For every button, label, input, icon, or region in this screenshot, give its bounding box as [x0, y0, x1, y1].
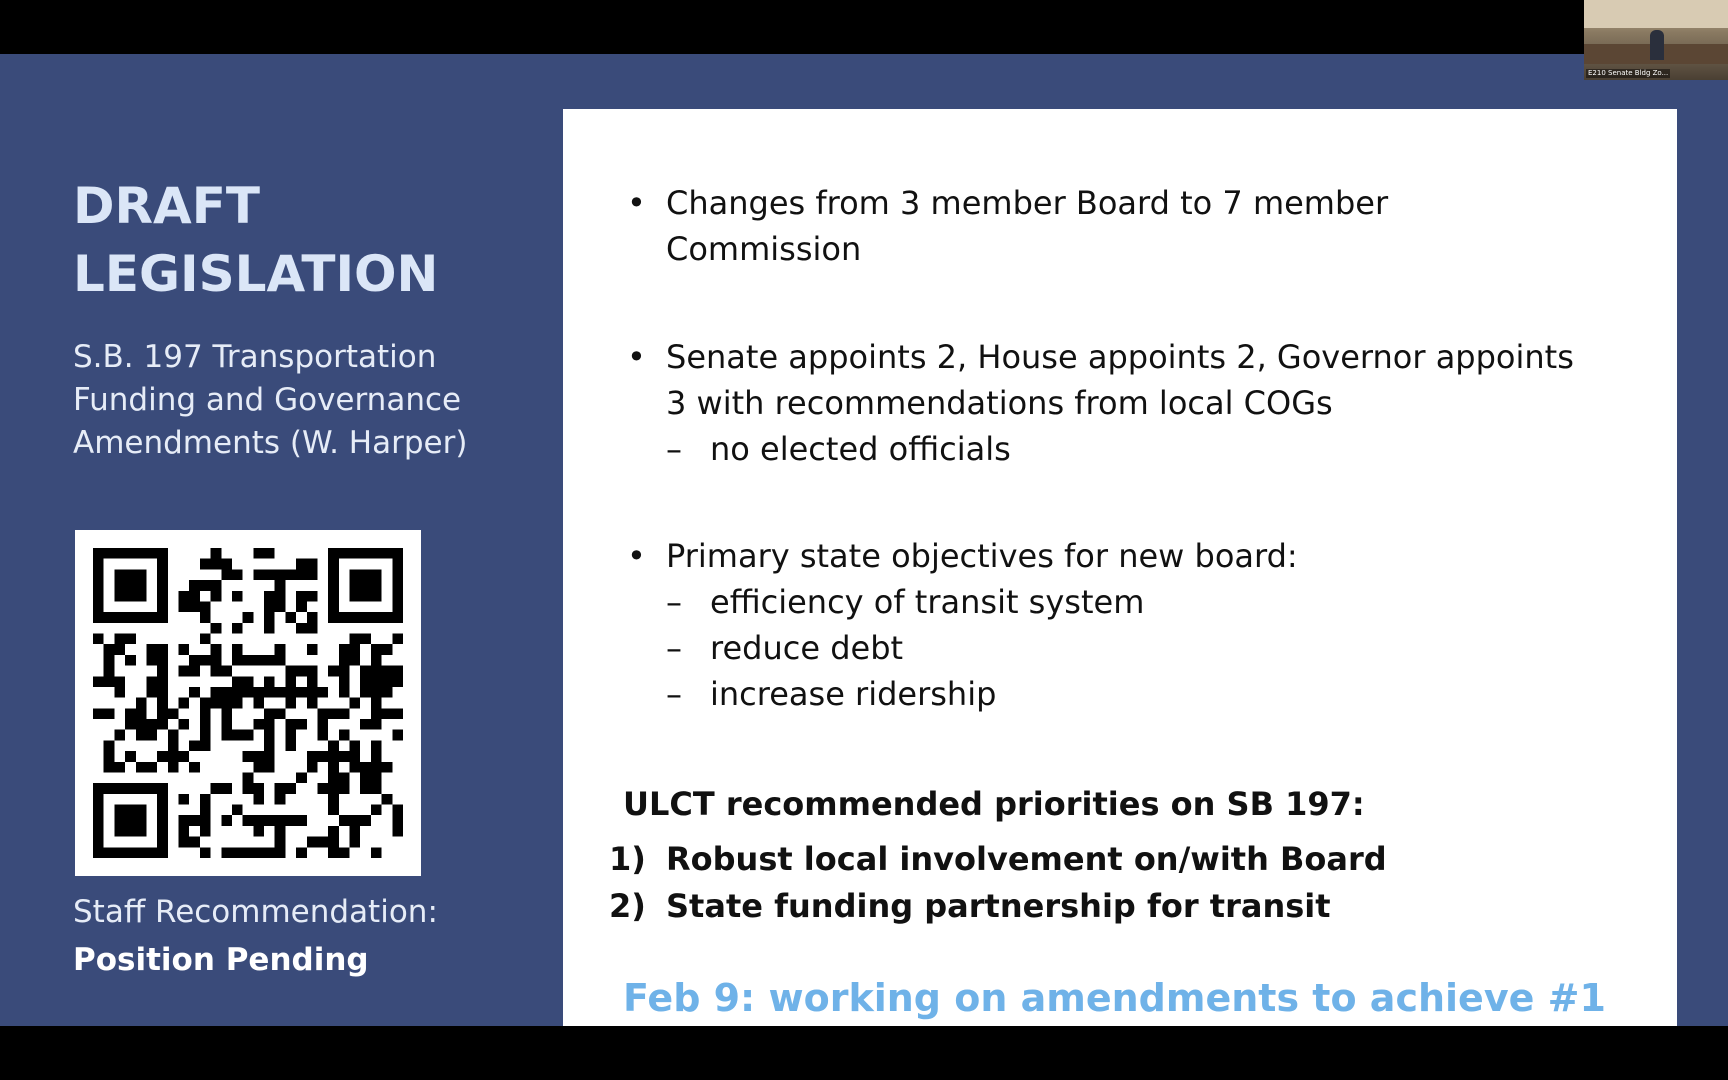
bill-subtitle-line-1: S.B. 197 Transportation	[73, 339, 437, 375]
bullet-icon: •	[627, 537, 646, 575]
presentation-slide	[0, 54, 1728, 1026]
priority-number: 1)	[609, 840, 646, 878]
slide-title-line-1: DRAFT	[73, 177, 260, 235]
staff-recommendation-label: Staff Recommendation:	[73, 894, 438, 930]
staff-recommendation-value: Position Pending	[73, 942, 369, 978]
bullet-line: 3 with recommendations from local COGs	[666, 384, 1333, 422]
person-figure	[1650, 30, 1664, 60]
dash-icon: –	[666, 675, 682, 713]
webcam-thumbnail[interactable]	[1584, 0, 1728, 80]
slide-title	[73, 172, 438, 308]
content-panel: • Changes from 3 member Board to 7 member Commission • Senate appoints 2, House appoints 2, Governor appoints 3 with recommendations from local COGs – no elected officials • Primary state objectives for new board: – efficiency of transit system – reduce debt – increase ridership ULCT recommended priorities on SB 197: 1) Robust local involvement on/with Board 2) State funding partnership for transit Feb 9: working on amendments to achieve #1	[563, 109, 1677, 1026]
priorities-heading: ULCT recommended priorities on SB 197:	[623, 785, 1365, 823]
qr-code	[75, 530, 421, 876]
bullet-icon: •	[627, 338, 646, 376]
dash-icon: –	[666, 629, 682, 667]
dash-icon: –	[666, 430, 682, 468]
bill-subtitle	[73, 336, 493, 465]
priority-text: Robust local involvement on/with Board	[666, 840, 1387, 878]
bullet-icon: •	[627, 184, 646, 222]
status-update: Feb 9: working on amendments to achieve #1	[623, 976, 1606, 1020]
bullet-line: Primary state objectives for new board:	[666, 537, 1298, 575]
qr-code-icon	[93, 548, 403, 858]
bullet-line: Changes from 3 member Board to 7 member	[666, 184, 1389, 222]
bullet-line: Senate appoints 2, House appoints 2, Governor appoints	[666, 338, 1574, 376]
dash-icon: –	[666, 583, 682, 621]
slide-title-line-2: LEGISLATION	[73, 245, 439, 303]
bill-subtitle-line-2: Funding and Governance	[73, 382, 462, 418]
webcam-caption: E210 Senate Bldg Zo...	[1588, 69, 1669, 77]
priority-text: State funding partnership for transit	[666, 887, 1331, 925]
bill-subtitle-line-3: Amendments (W. Harper)	[73, 425, 468, 461]
priority-number: 2)	[609, 887, 646, 925]
bullet-line: Commission	[666, 230, 862, 268]
